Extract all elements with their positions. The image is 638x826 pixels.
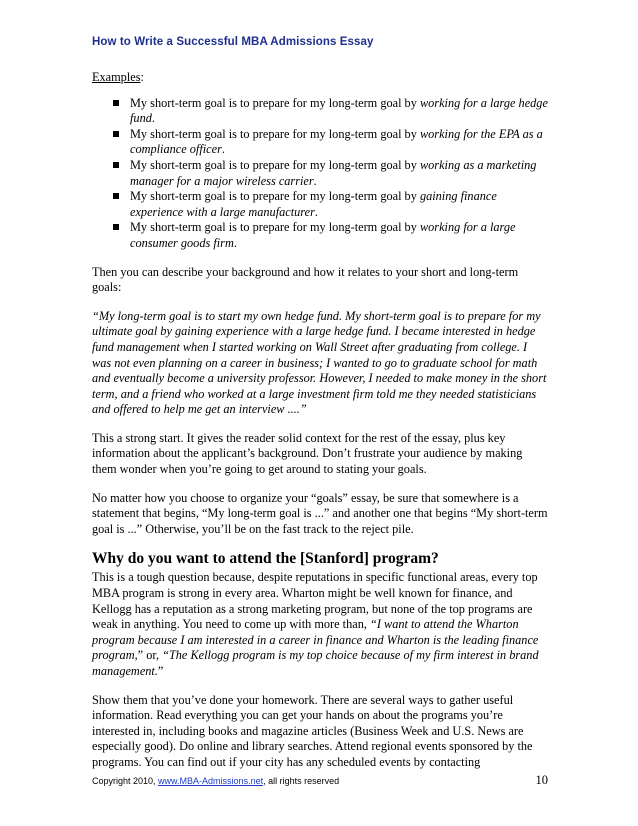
running-header: How to Write a Successful MBA Admissions Essay xyxy=(92,36,374,48)
body-text xyxy=(92,70,548,771)
list-item xyxy=(130,158,548,189)
paragraph-homework: Show them that you’ve done your homework. There are several ways to gather useful information. Read everything you can get your hands on about the programs you’re interested in, including books and magazine articles (Business Week and U.S. News are especially good). Do online and library searches. Attend regional events sponsored by the programs. You can find out if your city has any scheduled events by contacting xyxy=(92,692,533,769)
example-lead: My short-term goal is to prepare for my long-term goal by xyxy=(130,220,420,235)
paragraph-strong-start: This a strong start. It gives the reader solid context for the rest of the essay, plus key information about the applicant’s background. Don’t frustrate your audience by making them wonder when you’re going to get around to stating your goals. xyxy=(92,430,523,477)
page-number: 10 xyxy=(535,773,548,787)
paragraph-quote xyxy=(92,309,548,418)
example-end: . xyxy=(314,204,318,219)
example-emphasis: working for a large hedge fund xyxy=(130,95,548,126)
examples-label: Examples xyxy=(92,70,141,84)
example-emphasis: working for a large consumer goods firm xyxy=(130,220,516,250)
paragraph-background-intro: Then you can describe your background and how it relates to your short and long-term goals: xyxy=(92,264,519,295)
examples-colon: : xyxy=(140,70,144,84)
bullet-square-icon xyxy=(113,224,119,230)
bullet-square-icon xyxy=(113,193,119,199)
bullet-square-icon xyxy=(113,100,119,106)
example-end: . xyxy=(221,142,225,157)
quote-text: “My long-term goal is to start my own hedge fund. My short-term goal is to prepare for my ultimate goal by gaining experience with a large hedge fund. I became interested in hedge fund management when I started working on Wall Street after graduating from college. I was not even planning on a career in business; I wanted to go to graduate school for math and eventually become a university professor. However, I needed to make money in the short term, and a friend who worked at a large investment firm told me they needed statisticians and offered to help me get an interview ....” xyxy=(92,308,547,417)
example-lead: My short-term goal is to prepare for my long-term goal by xyxy=(130,95,420,110)
examples-heading xyxy=(92,70,548,86)
copyright-suffix: , all rights reserved xyxy=(263,776,340,786)
bullet-square-icon xyxy=(113,162,119,168)
example-lead: My short-term goal is to prepare for my long-term goal by xyxy=(130,189,420,204)
bullet-square-icon xyxy=(113,131,119,137)
p4-start: This is a tough question because, despite reputations in specific functional areas, every top MBA program is strong in every area. Wharton might be well known for finance, and Kellogg has a reputation as a strong marketing program, but none of the top programs are weak in anything. You need to come up with more than, xyxy=(92,570,538,632)
example-emphasis: working as a marketing manager for a major wireless carrier xyxy=(130,157,537,188)
p4-end: ” xyxy=(157,664,164,678)
website-link[interactable]: www.MBA-Admissions.net xyxy=(158,776,264,786)
example-lead: My short-term goal is to prepare for my long-term goal by xyxy=(130,157,420,172)
paragraph-organize-goals: No matter how you choose to organize your “goals” essay, be sure that somewhere is a statement that begins, “My long-term goal is ...” and another one that begins “My short-term goal is ...” Otherwise, you’ll be on the fast track to the reject pile. xyxy=(92,490,548,536)
section-heading: Why do you want to attend the [Stanford] program? xyxy=(92,550,439,568)
example-lead: My short-term goal is to prepare for my long-term goal by xyxy=(130,126,420,141)
p4-quote-kellogg: “The Kellogg program is my top choice because of my firm interest in brand management. xyxy=(92,648,539,678)
list-item xyxy=(130,96,548,127)
list-item xyxy=(130,127,548,158)
p4-quote-wharton: “I want to attend the Wharton program because I am interested in a career in finance and Wharton is the leading finance program, xyxy=(92,617,539,663)
copyright-prefix: Copyright 2010, xyxy=(92,776,159,786)
example-emphasis: gaining finance experience with a large manufacturer xyxy=(130,189,497,219)
paragraph-tough-question xyxy=(92,570,548,679)
examples-list xyxy=(92,96,548,252)
example-end: . xyxy=(313,173,317,188)
example-end: . xyxy=(151,111,155,126)
example-emphasis: working for the EPA as a compliance officer xyxy=(130,126,543,157)
page-footer xyxy=(92,773,548,787)
list-item xyxy=(130,220,548,251)
list-item xyxy=(130,189,548,220)
p4-mid: ” or, xyxy=(137,648,163,663)
example-end: . xyxy=(233,235,237,250)
